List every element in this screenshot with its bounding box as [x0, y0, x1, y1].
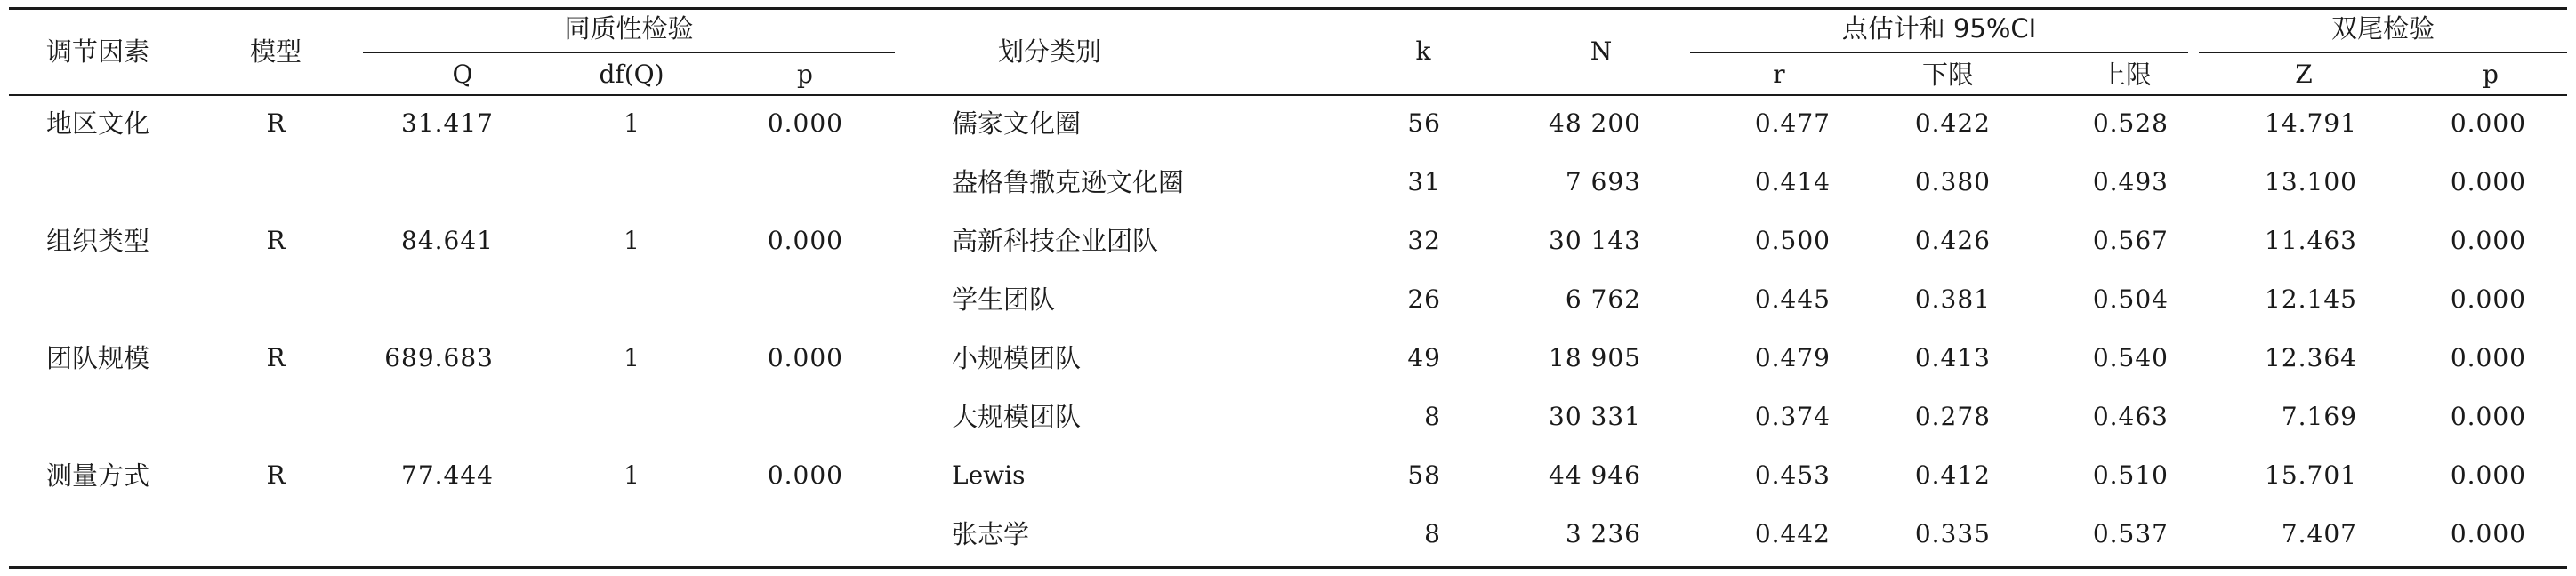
row-5-r: 0.374 [1754, 402, 1831, 431]
row-3-k: 26 [1407, 284, 1441, 314]
row-1-n: 7 693 [1565, 167, 1641, 196]
header-model: 模型 [249, 36, 302, 67]
row-3-z: 12.145 [2265, 284, 2357, 314]
row-2-k: 32 [1407, 226, 1441, 255]
row-2-p2: 0.000 [2450, 226, 2526, 255]
row-6-n: 44 946 [1549, 460, 1641, 490]
row-6-r: 0.453 [1754, 460, 1831, 490]
header-p2: p [2483, 60, 2499, 89]
row-6-k: 58 [1407, 460, 1441, 490]
row-5-n: 30 331 [1549, 402, 1641, 431]
row-7-r: 0.442 [1754, 519, 1831, 548]
row-1-z: 13.100 [2265, 167, 2357, 196]
row-0-n: 48 200 [1549, 108, 1641, 138]
row-0-moderator: 地区文化 [45, 108, 149, 139]
row-6-df: 1 [624, 460, 640, 490]
ci-subrule [1690, 52, 2188, 53]
row-1-upper: 0.493 [2092, 167, 2169, 196]
row-4-r: 0.479 [1754, 343, 1831, 372]
row-2-model: R [266, 226, 286, 255]
header-z: Z [2295, 60, 2313, 89]
row-5-category: 大规模团队 [952, 402, 1082, 432]
row-4-q: 689.683 [384, 343, 494, 372]
row-3-n: 6 762 [1565, 284, 1641, 314]
header-bottom-rule [9, 94, 2567, 96]
row-1-r: 0.414 [1754, 167, 1831, 196]
row-6-z: 15.701 [2265, 460, 2357, 490]
row-7-n: 3 236 [1565, 519, 1641, 548]
header-p: p [797, 60, 813, 89]
header-q: Q [452, 60, 473, 89]
row-0-upper: 0.528 [2092, 108, 2169, 138]
homogeneity-subrule [363, 52, 895, 53]
row-7-upper: 0.537 [2092, 519, 2169, 548]
row-0-p2: 0.000 [2450, 108, 2526, 138]
row-4-lower: 0.413 [1914, 343, 1991, 372]
row-6-lower: 0.412 [1914, 460, 1991, 490]
row-6-moderator: 测量方式 [45, 460, 149, 491]
row-0-lower: 0.422 [1914, 108, 1991, 138]
row-4-upper: 0.540 [2092, 343, 2169, 372]
row-0-z: 14.791 [2265, 108, 2357, 138]
row-4-moderator: 团队规模 [45, 343, 149, 373]
header-category: 划分类别 [997, 36, 1101, 67]
bottom-rule [9, 566, 2567, 569]
header-n: N [1590, 36, 1613, 66]
row-7-category: 张志学 [952, 519, 1030, 549]
header-upper: 上限 [2099, 60, 2152, 90]
row-2-r: 0.500 [1754, 226, 1831, 255]
row-4-p2: 0.000 [2450, 343, 2526, 372]
header-moderator: 调节因素 [45, 36, 149, 67]
row-3-upper: 0.504 [2092, 284, 2169, 314]
row-1-p2: 0.000 [2450, 167, 2526, 196]
row-6-p: 0.000 [767, 460, 843, 490]
row-1-category: 盎格鲁撒克逊文化圈 [952, 167, 1185, 197]
row-4-k: 49 [1407, 343, 1441, 372]
row-3-category: 学生团队 [952, 284, 1056, 315]
header-two-tailed-test: 双尾检验 [2330, 13, 2435, 44]
row-4-p: 0.000 [767, 343, 843, 372]
row-2-upper: 0.567 [2092, 226, 2169, 255]
row-7-lower: 0.335 [1914, 519, 1991, 548]
row-4-category: 小规模团队 [952, 343, 1082, 373]
header-lower: 下限 [1921, 60, 1974, 90]
row-4-model: R [266, 343, 286, 372]
row-2-z: 11.463 [2265, 226, 2357, 255]
row-0-k: 56 [1407, 108, 1441, 138]
header-r: r [1773, 60, 1785, 89]
row-2-category: 高新科技企业团队 [952, 226, 1159, 256]
row-0-q: 31.417 [401, 108, 494, 138]
header-point-estimate-ci: 点估计和 95%CI [1841, 13, 2037, 44]
row-3-lower: 0.381 [1914, 284, 1991, 314]
row-6-q: 77.444 [401, 460, 494, 490]
row-2-lower: 0.426 [1914, 226, 1991, 255]
row-2-q: 84.641 [401, 226, 494, 255]
row-5-z: 7.169 [2281, 402, 2357, 431]
row-7-k: 8 [1424, 519, 1441, 548]
row-1-k: 31 [1407, 167, 1441, 196]
header-k: k [1415, 36, 1431, 66]
row-4-n: 18 905 [1549, 343, 1641, 372]
header-df-q: df(Q) [599, 60, 664, 89]
header-homogeneity-test: 同质性检验 [564, 13, 694, 44]
row-6-model: R [266, 460, 286, 490]
two-tailed-subrule [2199, 52, 2567, 53]
row-7-p2: 0.000 [2450, 519, 2526, 548]
row-5-lower: 0.278 [1914, 402, 1991, 431]
row-0-r: 0.477 [1754, 108, 1831, 138]
row-3-p2: 0.000 [2450, 284, 2526, 314]
row-5-upper: 0.463 [2092, 402, 2169, 431]
row-5-p2: 0.000 [2450, 402, 2526, 431]
row-1-lower: 0.380 [1914, 167, 1991, 196]
top-rule [9, 7, 2567, 10]
row-2-df: 1 [624, 226, 640, 255]
row-0-df: 1 [624, 108, 640, 138]
row-2-moderator: 组织类型 [45, 226, 149, 256]
row-4-df: 1 [624, 343, 640, 372]
row-5-k: 8 [1424, 402, 1441, 431]
row-3-r: 0.445 [1754, 284, 1831, 314]
row-2-p: 0.000 [767, 226, 843, 255]
row-7-z: 7.407 [2281, 519, 2357, 548]
row-2-n: 30 143 [1549, 226, 1641, 255]
row-6-p2: 0.000 [2450, 460, 2526, 490]
row-6-category: Lewis [952, 460, 1026, 490]
row-0-p: 0.000 [767, 108, 843, 138]
row-4-z: 12.364 [2265, 343, 2357, 372]
row-0-model: R [266, 108, 286, 138]
row-6-upper: 0.510 [2092, 460, 2169, 490]
row-0-category: 儒家文化圈 [952, 108, 1082, 139]
